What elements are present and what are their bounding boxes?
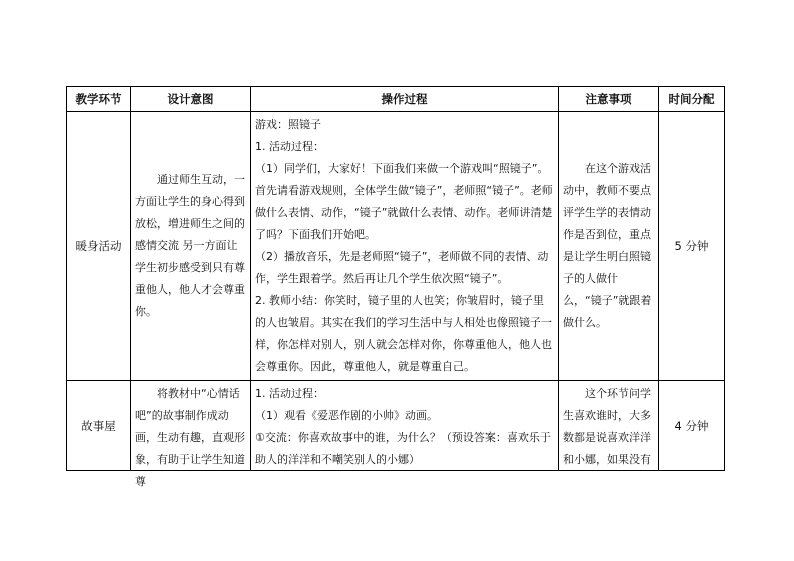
header-intent: 设计意图 <box>131 87 251 112</box>
process-line: （2）播放音乐，先是老师照“镜子”，老师做不同的表情、动作，学生跟着学。然后再让几个学生依次照“镜子”。 <box>255 250 549 285</box>
lesson-plan-table <box>66 86 725 488</box>
time-cell: 5 分钟 <box>659 112 725 381</box>
process-cell <box>251 112 559 381</box>
intent-text: 通过师生互动，一方面让学生的身心得到放松，增进师生之间的感情交流 另一方面让学生初步感受到只有尊重他人，他人才会尊重你。 <box>135 173 245 318</box>
table-header-row <box>67 87 725 112</box>
stage-cell: 暖身活动 <box>67 112 131 381</box>
header-time: 时间分配 <box>659 87 725 112</box>
intent-text: 将教材中“心情话吧”的故事制作成动画，生动有趣，直观形象，有助于让学生知道尊 <box>135 387 245 488</box>
process-line: （1）同学们，大家好！下面我们来做一个游戏叫“照镜子”。首先请看游戏规则，全体学生做“镜子”，老师照“镜子”。老师做什么表情、动作，“镜子”就做什么表情、动作。老师讲清楚了吗？下面我们开始吧。 <box>255 162 553 241</box>
process-line: （1）观看《爱恶作剧的小帅》动画。 <box>255 409 438 422</box>
intent-cell <box>131 381 251 488</box>
intent-cell <box>131 112 251 381</box>
notes-text: 这个环节问学生喜欢谁时，大多数都是说喜欢洋洋和小娜，如果没有 <box>563 387 651 466</box>
process-line: 1. 活动过程： <box>255 140 324 153</box>
notes-text: 在这个游戏活动中，教师不要点评学生学的表情动作是否到位，重点是让学生明白照镜子的人做什么，“镜子”就跟着做什么。 <box>563 162 652 329</box>
process-cell <box>251 381 559 471</box>
table-row <box>67 381 725 471</box>
stage-cell: 故事屋 <box>67 381 131 471</box>
table-row <box>67 112 725 381</box>
process-line: 游戏：照镜子 <box>255 118 321 131</box>
header-process: 操作过程 <box>251 87 559 112</box>
time-cell: 4 分钟 <box>659 381 725 471</box>
process-line: 2. 教师小结：你笑时，镜子里的人也笑；你皱眉时，镜子里的人也皱眉。其实在我们的学习生活中与人相处也像照镜子一样，你怎样对别人，别人就会怎样对你，你尊重他人，他人也会尊重你。因此，尊重他人，就是尊重自己。 <box>255 294 552 373</box>
notes-cell <box>559 112 659 381</box>
header-notes: 注意事项 <box>559 87 659 112</box>
process-line: 1. 活动过程： <box>255 387 324 400</box>
process-line: ①交流：你喜欢故事中的谁，为什么？（预设答案：喜欢乐于助人的洋洋和不嘲笑别人的小娜） <box>255 431 551 466</box>
header-stage: 教学环节 <box>67 87 131 112</box>
notes-cell <box>559 381 659 471</box>
